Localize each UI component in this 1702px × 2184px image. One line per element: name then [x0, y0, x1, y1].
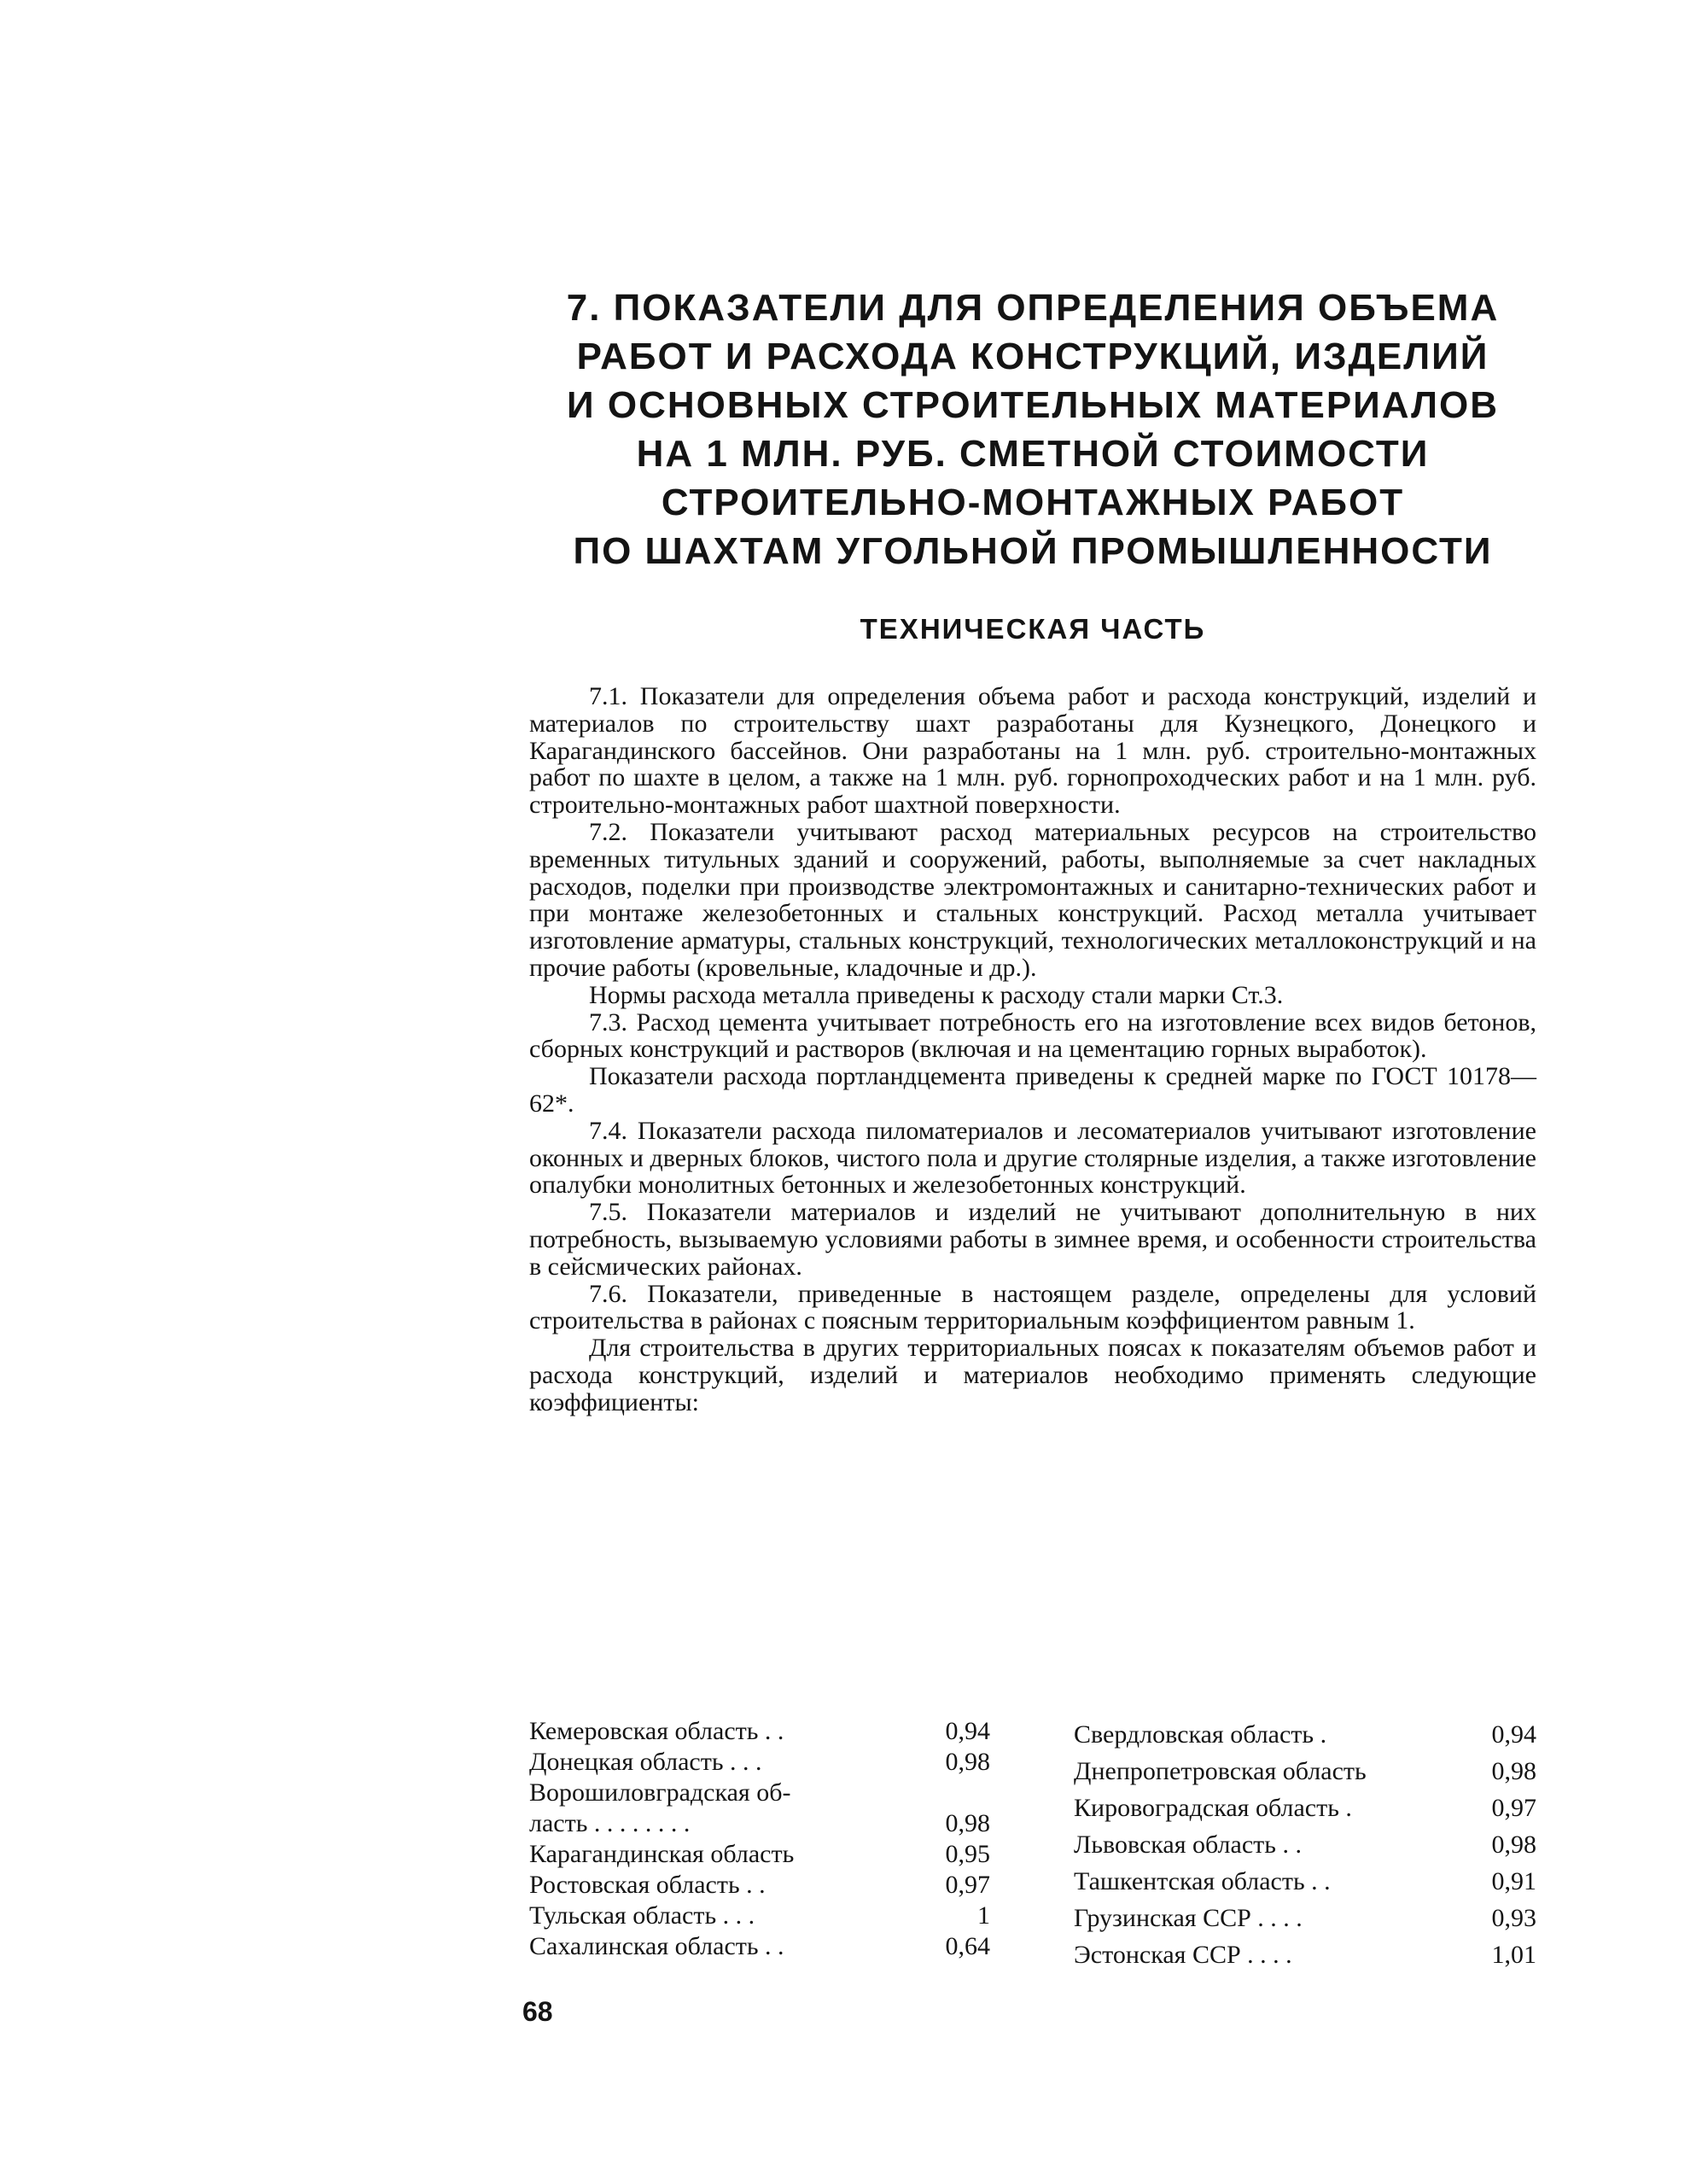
coefficient-row: [1074, 1900, 1536, 1936]
region-name: Ташкентская область . .: [1074, 1867, 1331, 1895]
paragraph-metal-norms: Нормы расхода металла приведены к расходу стали марки Ст.3.: [589, 980, 1284, 1009]
region-name: Грузинская ССР . . . .: [1074, 1904, 1303, 1932]
coefficient-value: 0,93: [1491, 1904, 1536, 1932]
coefficient-value: 0,98: [945, 1809, 990, 1837]
coefficient-row: [1074, 1826, 1536, 1863]
coefficients-right-column: [1074, 1716, 1536, 1973]
region-name: Тульская область . . .: [529, 1901, 755, 1930]
paragraph-7-4: 7.4. Показатели расхода пиломатериалов и лесоматериалов учитывают изготовление оконных и дверных блоков, чистого пола и другие столярные изделия, а также изготовление опалубки монолитных бетонных и железобетонных конструкций.: [529, 1116, 1536, 1200]
coefficient-value: 0,98: [1491, 1831, 1536, 1859]
coefficient-row: [1074, 1753, 1536, 1790]
region-name: Донецкая область . . .: [529, 1748, 762, 1776]
coefficient-value: 0,94: [945, 1717, 990, 1745]
paragraph-7-2: 7.2. Показатели учитывают расход материальных ресурсов на строительство временных титульных зданий и сооружений, работы, выполняемые за счет накладных расходов, поделки при производстве электромонтажных и санитарно-технических работ и при монтаже железобетонных и стальных конструкций. Расход металла учитывает изготовление арматуры, стальных конструкций, технологических металлоконструкций и на прочие работы (кровельные, кладочные и др.).: [529, 817, 1536, 982]
paragraph-7-6: 7.6. Показатели, приведенные в настоящем разделе, определены для условий строительства в районах с поясным территориальным коэффициентом равным 1.: [529, 1279, 1536, 1335]
page-number: 68: [522, 1996, 553, 2027]
region-name: Свердловская область .: [1074, 1720, 1327, 1749]
coefficient-row: [529, 1901, 990, 1931]
region-name: Львовская область . .: [1074, 1831, 1302, 1859]
coefficient-value: 0,94: [1491, 1720, 1536, 1749]
coefficients-left-column: [529, 1716, 990, 1962]
region-name: Ворошиловградская об-: [529, 1778, 791, 1807]
coefficient-value: 0,91: [1491, 1867, 1536, 1895]
title-line: И ОСНОВНЫХ СТРОИТЕЛЬНЫХ МАТЕРИАЛОВ: [567, 384, 1499, 426]
coefficient-value: 1: [977, 1901, 990, 1930]
region-name: Днепропетровская область: [1074, 1757, 1367, 1785]
title-line: ПО ШАХТАМ УГОЛЬНОЙ ПРОМЫШЛЕННОСТИ: [573, 530, 1493, 572]
paragraph-7-5: 7.5. Показатели материалов и изделий не учитывают дополнительную в них потребность, вызываемую условиями работы в зимнее время, и особенности строительства в сейсмических районах.: [529, 1198, 1536, 1281]
coefficient-row: [1074, 1716, 1536, 1753]
coefficient-value: 0,64: [945, 1932, 990, 1960]
coefficient-row: [529, 1747, 990, 1778]
paragraph-7-3: 7.3. Расход цемента учитывает потребность его на изготовление всех видов бетонов, сборных конструкций и растворов (включая и на цементацию горных выработок).: [529, 1007, 1536, 1064]
region-name: Карагандинская область: [529, 1840, 795, 1868]
body-text: [529, 683, 1536, 1416]
region-name: Эстонская ССР . . . .: [1074, 1941, 1292, 1969]
region-name: Ростовская область . .: [529, 1871, 766, 1899]
coefficient-row: [529, 1839, 990, 1870]
coefficient-row: [1074, 1863, 1536, 1900]
coefficient-row: [1074, 1936, 1536, 1973]
coefficient-value: 0,95: [945, 1840, 990, 1868]
coefficient-row: [529, 1931, 990, 1962]
coefficient-row: [529, 1870, 990, 1901]
paragraph-7-1: 7.1. Показатели для определения объема работ и расхода конструкций, изделий и материалов по строительству шахт разработаны для Кузнецкого, Донецкого и Карагандинского бассейнов. Они разработаны на 1 млн. руб. строительно-монтажных работ по шахте в целом, а также на 1 млн. руб. горнопроходческих работ и на 1 млн. руб. строительно-монтажных работ шахтной поверхности.: [529, 682, 1536, 820]
section-heading: ТЕХНИЧЕСКАЯ ЧАСТЬ: [860, 613, 1206, 645]
region-name: Сахалинская область . .: [529, 1932, 784, 1960]
paragraph-cement-grade: Показатели расхода портландцемента приведены к средней марке по ГОСТ 10178—62*.: [529, 1062, 1536, 1118]
paragraph-coefficients-intro: Для строительства в других территориальных поясах к показателям объемов работ и расхода конструкций, изделий и материалов необходимо применять следующие коэффициенты:: [529, 1334, 1536, 1416]
region-name: Кировоградская область .: [1074, 1794, 1352, 1822]
coefficient-row: [529, 1808, 990, 1839]
coefficient-row: [529, 1778, 990, 1808]
region-name: ласть . . . . . . . .: [529, 1809, 691, 1837]
coefficient-value: 0,97: [945, 1871, 990, 1899]
coefficient-row: [529, 1716, 990, 1747]
title-line: СТРОИТЕЛЬНО-МОНТАЖНЫХ РАБОТ: [661, 482, 1405, 523]
title-line: НА 1 МЛН. РУБ. СМЕТНОЙ СТОИМОСТИ: [636, 433, 1430, 475]
coefficient-value: 0,98: [945, 1748, 990, 1776]
title-line: 7. ПОКАЗАТЕЛИ ДЛЯ ОПРЕДЕЛЕНИЯ ОБЪЕМА: [566, 287, 1500, 329]
region-name: Кемеровская область . .: [529, 1717, 784, 1745]
title-line: РАБОТ И РАСХОДА КОНСТРУКЦИЙ, ИЗДЕЛИЙ: [576, 336, 1489, 377]
coefficient-value: 0,97: [1491, 1794, 1536, 1822]
coefficient-value: 1,01: [1491, 1941, 1536, 1969]
coefficient-value: 0,98: [1491, 1757, 1536, 1785]
coefficient-row: [1074, 1790, 1536, 1826]
page-title: [512, 283, 1553, 575]
